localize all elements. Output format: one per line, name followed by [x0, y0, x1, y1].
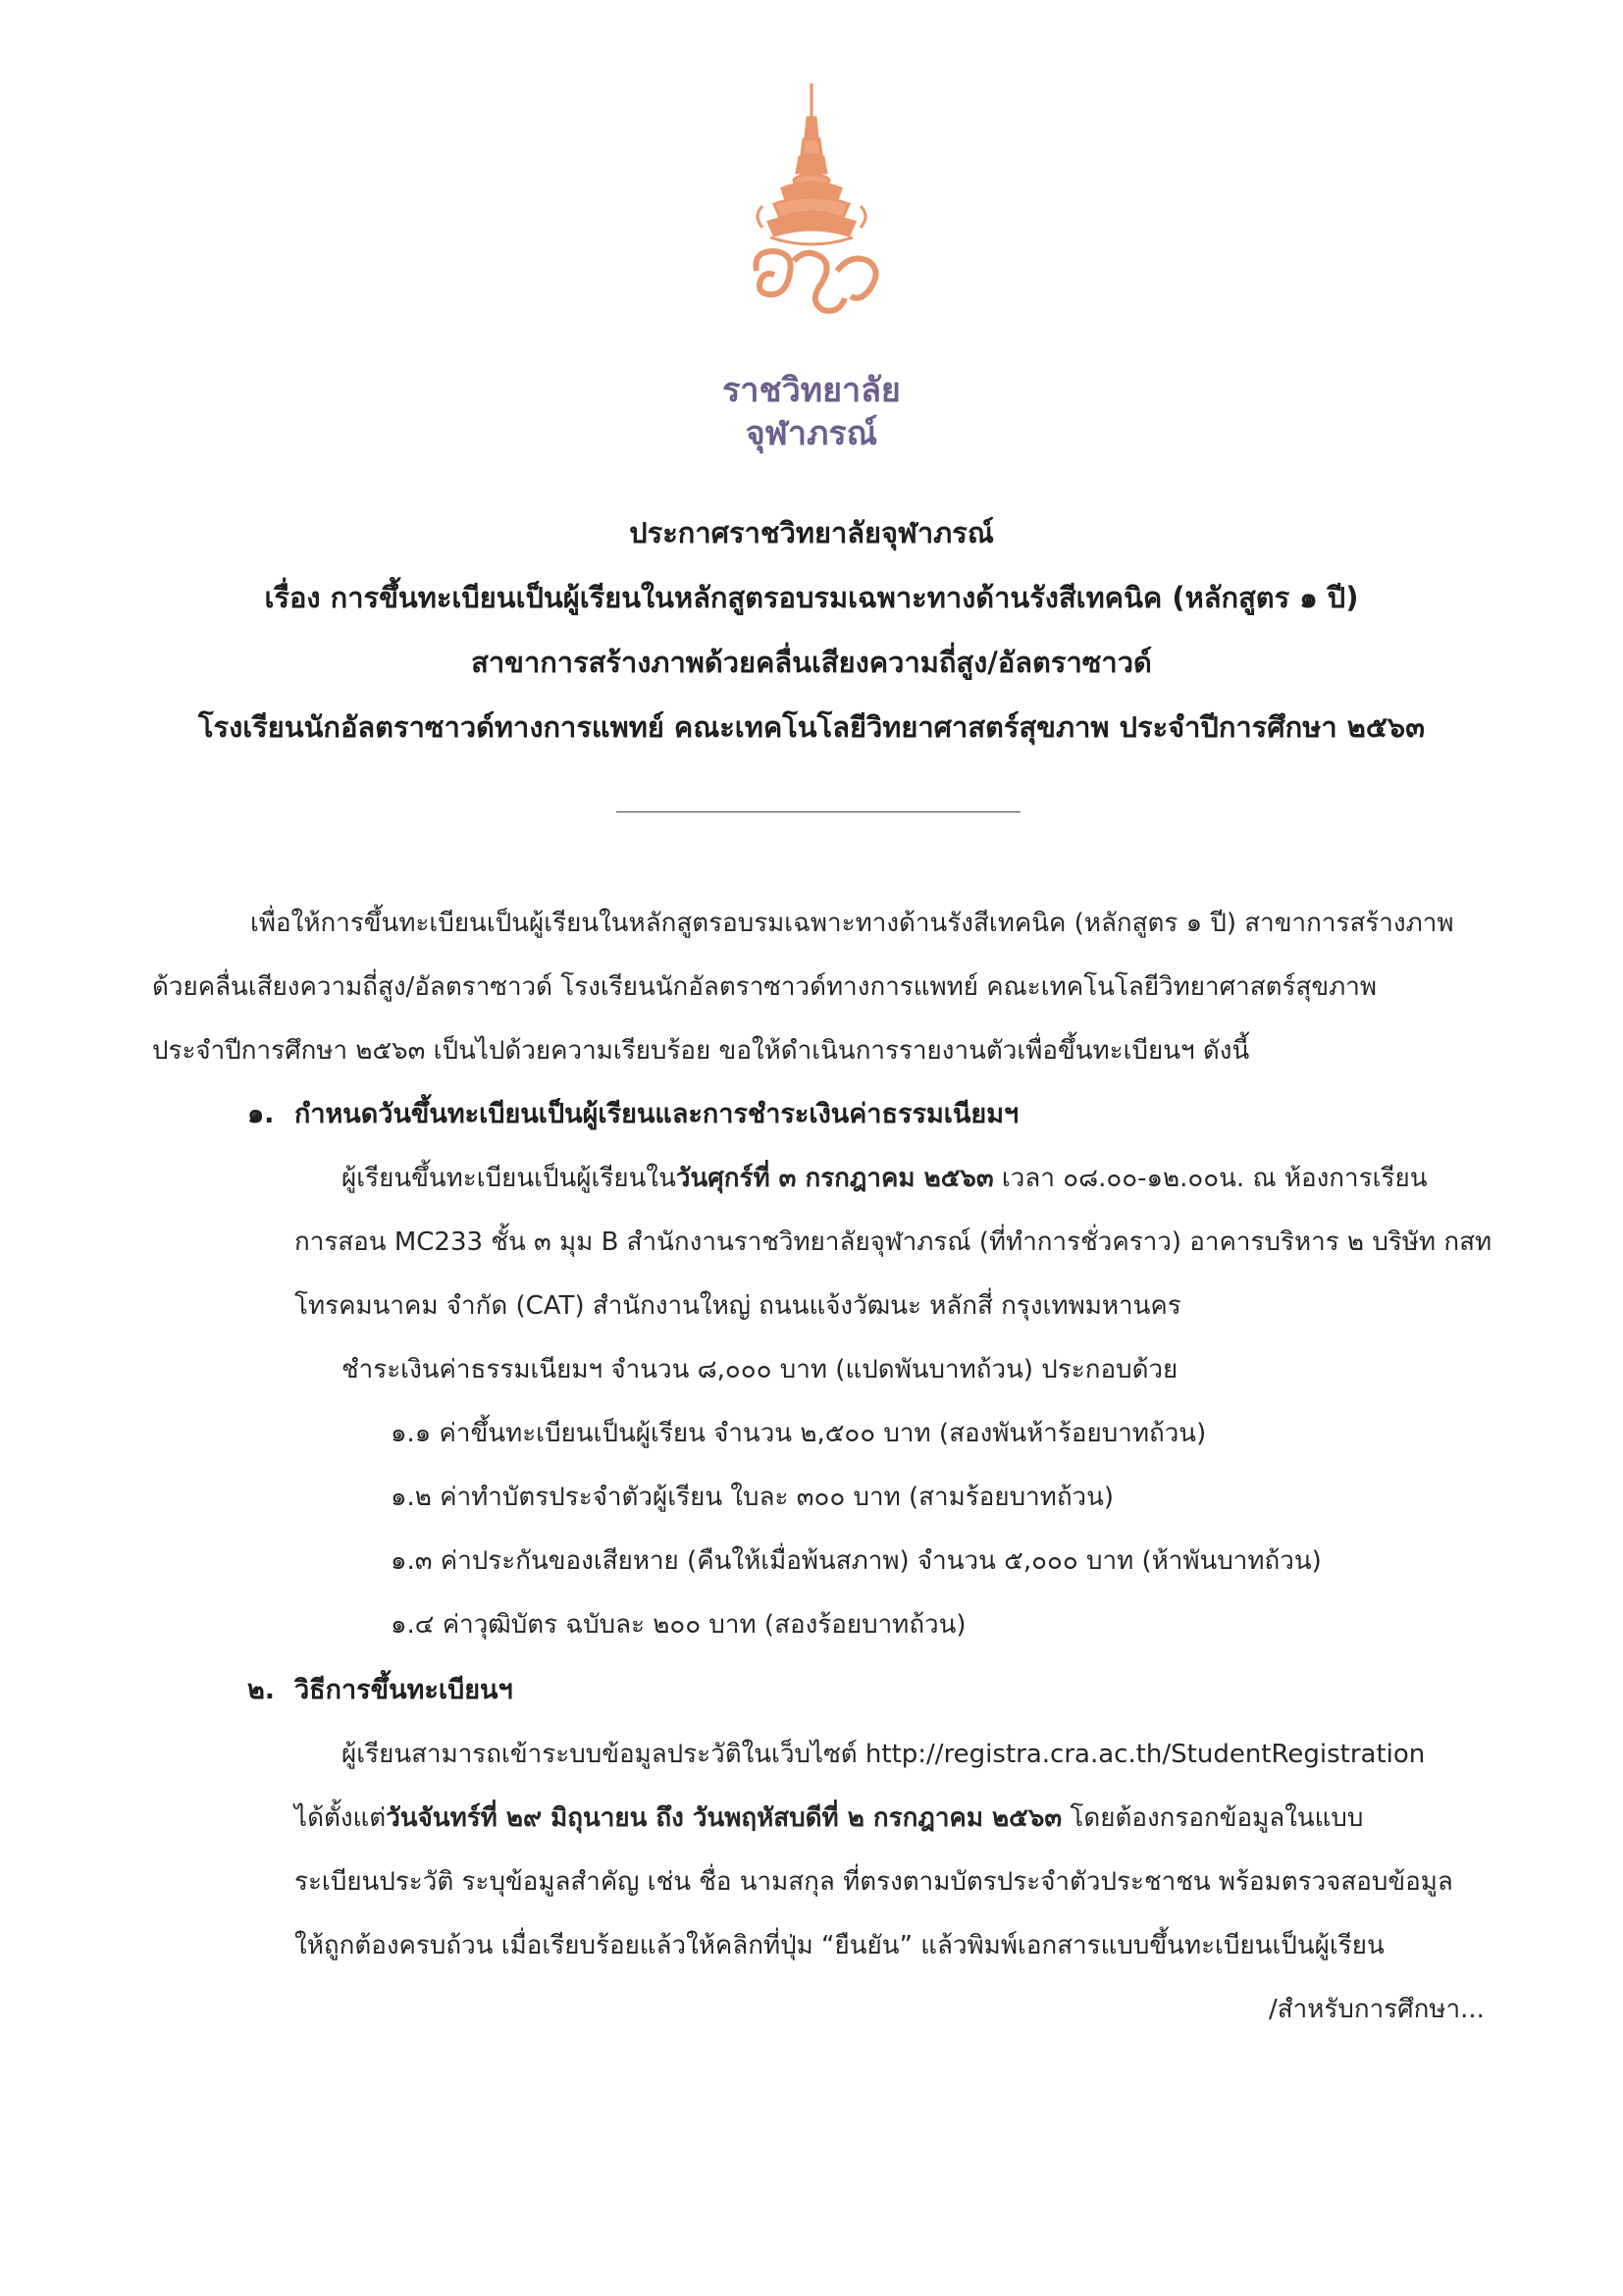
continuation-marker: /สำหรับการศึกษา...: [1269, 1995, 1485, 2024]
intro-line: ด้วยคลื่นเสียงความถี่สูง/อัลตราซาวด์ โรงเรียนนักอัลตราซาวด์ทางการแพทย์ คณะเทคโนโลยีวิทยาศาสตร์สุขภาพ: [152, 972, 1377, 1002]
announcement-subject: เรื่อง การขึ้นทะเบียนเป็นผู้เรียนในหลักสูตรอบรมเฉพาะทางด้านรังสีเทคนิค (หลักสูตร ๑ ปี): [264, 581, 1359, 614]
announcement-program: สาขาการสร้างภาพด้วยคลื่นเสียงความถี่สูง/อัลตราซาวด์: [471, 646, 1152, 679]
section2-paragraph-line: ให้ถูกต้องครบถ้วน เมื่อเรียบร้อยแล้วให้คลิกที่ปุ่ม “ยืนยัน” แล้วพิมพ์เอกสารแบบขึ้นทะเบียนเป็นผู้เรียน: [294, 1931, 1385, 1960]
fee-item: ๑.๔ ค่าวุฒิบัตร ฉบับละ ๒๐๐ บาท (สองร้อยบาทถ้วน): [391, 1610, 967, 1640]
registration-period: วันจันทร์ที่ ๒๙ มิถุนายน ถึง วันพฤหัสบดีที่ ๒ กรกฎาคม ๒๕๖๓: [386, 1803, 1063, 1833]
section-number: ๒.: [247, 1675, 276, 1705]
fee-item: ๑.๒ ค่าทำบัตรประจำตัวผู้เรียน ใบละ ๓๐๐ บาท (สามร้อยบาทถ้วน): [391, 1483, 1115, 1512]
fee-total-line: ชำระเงินค่าธรรมเนียมฯ จำนวน ๘,๐๐๐ บาท (แปดพันบาทถ้วน) ประกอบด้วย: [341, 1355, 1178, 1384]
section1-paragraph-line: ผู้เรียนขึ้นทะเบียนเป็นผู้เรียนในวันศุกร์ที่ ๓ กรกฎาคม ๒๕๖๓ เวลา ๐๘.๐๐-๑๒.๐๐น. ณ ห้องการเรียน: [341, 1164, 1428, 1193]
intro-line: ประจำปีการศึกษา ๒๕๖๓ เป็นไปด้วยความเรียบร้อย ขอให้ดำเนินการรายงานตัวเพื่อขึ้นทะเบียนฯ ดังนี้: [152, 1036, 1250, 1066]
section-number: ๑.: [247, 1099, 275, 1129]
intro-line: เพื่อให้การขึ้นทะเบียนเป็นผู้เรียนในหลักสูตรอบรมเฉพาะทางด้านรังสีเทคนิค (หลักสูตร ๑ ปี) สาขาการสร้างภาพ: [250, 909, 1454, 938]
registration-date: วันศุกร์ที่ ๓ กรกฎาคม ๒๕๖๓: [675, 1164, 994, 1193]
section-title: กำหนดวันขึ้นทะเบียนเป็นผู้เรียนและการชำระเงินค่าธรรมเนียมฯ: [294, 1099, 1020, 1129]
section-title: วิธีการขึ้นทะเบียนฯ: [294, 1675, 513, 1705]
section1-paragraph-line: การสอน MC233 ชั้น ๓ มุม B สำนักงานราชวิทยาลัยจุฬาภรณ์ (ที่ทำการชั่วคราว) อาคารบริหาร ๒ บริษัท กสท: [294, 1227, 1492, 1257]
chulabhorn-crest-icon: [713, 78, 910, 363]
announcement-school: โรงเรียนนักอัลตราซาวด์ทางการแพทย์ คณะเทคโนโลยีวิทยาศาสตร์สุขภาพ ประจำปีการศึกษา ๒๕๖๓: [197, 710, 1426, 744]
heading-divider: [616, 811, 1021, 812]
announcement-title: ประกาศราชวิทยาลัยจุฬาภรณ์: [629, 516, 994, 549]
institution-name-line1: ราชวิทยาลัย: [722, 371, 901, 410]
fee-item: ๑.๓ ค่าประกันของเสียหาย (คืนให้เมื่อพ้นสภาพ) จำนวน ๕,๐๐๐ บาท (ห้าพันบาทถ้วน): [391, 1546, 1322, 1576]
section2-paragraph-line: ได้ตั้งแต่วันจันทร์ที่ ๒๙ มิถุนายน ถึง วันพฤหัสบดีที่ ๒ กรกฎาคม ๒๕๖๓ โดยต้องกรอกข้อมูลในแบบ: [294, 1803, 1364, 1833]
institution-name-line2: จุฬาภรณ์: [745, 414, 878, 453]
section2-paragraph-line: ระเบียนประวัติ ระบุข้อมูลสำคัญ เช่น ชื่อ นามสกุล ที่ตรงตามบัตรประจำตัวประชาชน พร้อมตรวจสอบข้อมูล: [294, 1867, 1453, 1897]
fee-item: ๑.๑ ค่าขึ้นทะเบียนเป็นผู้เรียน จำนวน ๒,๕๐๐ บาท (สองพันห้าร้อยบาทถ้วน): [391, 1419, 1207, 1448]
section2-paragraph-line: ผู้เรียนสามารถเข้าระบบข้อมูลประวัติในเว็บไซต์ http://registra.cra.ac.th/StudentRegistration: [341, 1740, 1426, 1769]
section1-paragraph-line: โทรคมนาคม จำกัด (CAT) สำนักงานใหญ่ ถนนแจ้งวัฒนะ หลักสี่ กรุงเทพมหานคร: [294, 1291, 1181, 1321]
